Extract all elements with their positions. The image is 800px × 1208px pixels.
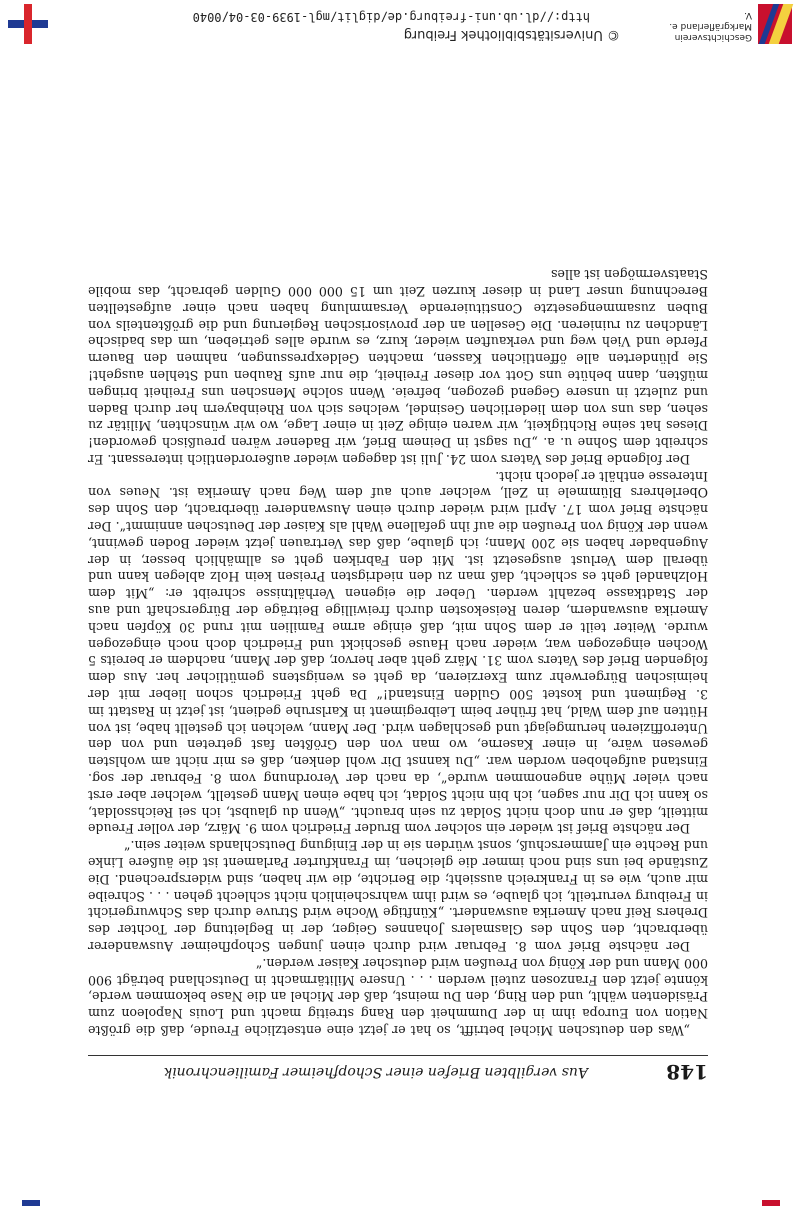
society-name: Geschichtsverein Markgräflerland e. V. — [669, 10, 752, 42]
page-number: 148 — [666, 1060, 708, 1084]
viewer-header — [0, 0, 800, 48]
university-library-icon — [8, 4, 48, 44]
running-head — [88, 1055, 708, 1088]
paragraph: Der nächste Brief vom 8. Februar wird durch einen jungen Schopfheimer Auswanderer überbracht, den Sohn des Glasmalers Johannes Geiger, der in Begleitung der Tochter des Drehers Reif nach Amerika auswandert. „Künftige Woche wird Struve durch das Schwurgericht in Freiburg verurteilt, ich glaube, es wird ihm wahrscheinlich nicht schlecht gehen . . . Schreibe mir auch, wie es in Frankreich aussieht; die Berichte, die wir haben, sind widersprechend. Die Zustände bei uns sind noch immer die gleichen, im Frankfurter Parlament ist die äußere Linke und Rechte ein Jammerschuß, sonst würden sie in der Einigung Deutschlands weiter sein.“ — [88, 838, 708, 955]
copyright-notice: © Universitätsbibliothek Freiburg — [403, 27, 620, 42]
red-mark-icon — [762, 1200, 780, 1206]
body-text — [88, 265, 708, 1038]
paragraph: Der nächste Brief ist wieder ein solcher vom Bruder Friedrich vom 9. März, der voller Freude mitteilt, daß er nun doch nicht Soldat zu sein braucht. „Wenn du glaubst, ich sei Reichssoldat, so kann ich Dir nur sagen, ich bin nicht Soldat, ich habe einen Mann gestellt, welcher aber erst nach vieler Mühe angenommen wurde“, da nach der Verordnung vom 8. Februar der sog. Einstand aufgehoben worden war. „Du kannst Dir wohl denken, daß es mir nicht am wohlsten gewesen wäre, in einer Kaserne, wo man von den Größten fast getreten und von den Unteroffizieren herumgejagt und geschlagen wird. Der Mann, welchen ich gestellt habe, ist von Hütten auf dem Wald, hat früher beim Leibregiment in Karlsruhe gedient, ist jetzt in Rastatt im 3. Regiment und kostet 500 Gulden Einstand!“ Da geht Friedrich schon lieber mit der heimischen Bürgerwehr zum Exerzieren, da geht es wenigstens gemütlicher her. Aus dem folgenden Brief des Vaters vom 31. März geht aber hervor, daß der Mann, nachdem er bereits 5 Wochen eingezogen war, wieder nach Hause geschickt und Friedrich doch noch eingezogen wurde. Weiter teilt er dem Sohn mit, daß einige arme Familien mit rund 30 Köpfen nach Amerika auswandern, deren Reisekosten durch freiwillige Beiträge der Bürgerschaft und aus der Stadtkasse bezahlt werden. Ueber die eigenen Verhältnisse schreibt er: „Mit dem Holzhandel geht es schlecht, daß man zu den niedrigsten Preisen kein Holz ablegen kann und überall dem Verlust ausgesetzt ist. Mit den Fabriken geht es allmählich besser, in der Augenbader haben sie 200 Mann; ich glaube, daß das Vertrauen jetzt wieder Boden gewinnt, wenn der König von Preußen die auf ihn gefallene Wahl als Kaiser der Deutschen annimmt“. Der nächste Brief vom 17. April wird wieder durch einen Auswanderer überbracht, den Sohn des Oberlehrers Blümmele in Zell, welcher auch auf dem Weg nach Amerika ist. Neues von Interesse enthält er jedoch nicht. — [88, 468, 708, 837]
blue-mark-icon — [22, 1200, 40, 1206]
viewer-bottom-strip — [0, 1196, 800, 1208]
society-crest-icon — [758, 4, 792, 44]
permalink-url[interactable]: http://dl.ub.uni-freiburg.de/diglit/mgl-1939-03-04/0040 — [192, 10, 590, 24]
paragraph: „Was den deutschen Michel betrifft, so hat er jetzt eine entsetzliche Freude, daß die größte Nation von Europa ihm in der Dummheit den Rang streitig macht und Louis Napoleon zum Präsidenten wählt, und den Ring, den Du meinst, daß der Michel an die Nase bekommen werde, könnte jetzt den Franzosen zuteil werden . . . Unsere Militärmacht in Deutschland beträgt 900 000 Mann und der König von Preußen wird deutscher Kaiser werden.“ — [88, 955, 708, 1038]
printed-page — [88, 108, 708, 1088]
paragraph: Der folgende Brief des Vaters vom 24. Juli ist dagegen wieder außerordentlich interessant. Er schreibt dem Sohne u. a. „Du sagst in Deinem Brief, wir Badener wären preußisch geworden! Dieses hat seine Richtigkeit, wir waren einige Zeit in einer Lage, wo wir wünschten, Militär zu sehen, das uns von dem liederlichen Gesindel, welches sich von Rheinbayern her durch Baden und zuletzt in unsere Gegend gezogen, befreie. Wenn solche Menschen uns Freiheit bringen müßten, dann behüte uns Gott vor dieser Freiheit, die nur aufs Rauben und Stehlen ausgeht! Sie plünderten alle öffentlichen Kassen, machten Geldexpressungen, nahmen den Bauern Pferde und Vieh weg und verkauften wieder, kurz, es wurde alles getrieben, um das badische Ländchen zu ruinieren. Die Gesellen an der provisorischen Regierung und die größtenteils von Buben zusammengesetzte Constituierende Versammlung haben nach einer aufgestellten Berechnung unser Land in dieser kurzen Zeit um 15 000 000 Gulden gebracht, das mobile Staatsvermögen ist alles — [88, 267, 708, 467]
running-head-title: Aus vergilbten Briefen einer Schopfheimer Familienchronik — [163, 1064, 588, 1080]
